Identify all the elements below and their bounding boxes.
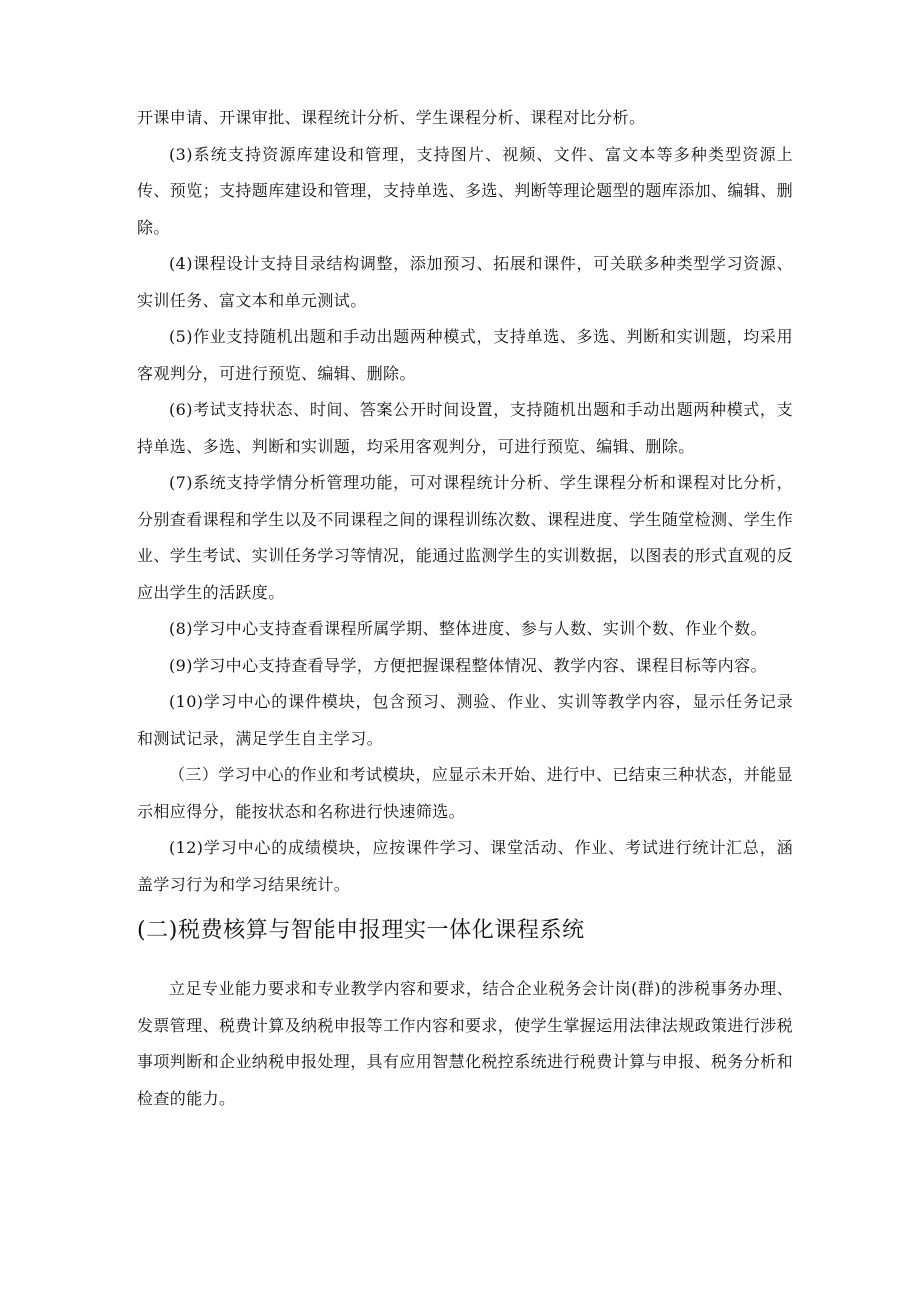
- list-item-7: (7)系统支持学情分析管理功能，可对课程统计分析、学生课程分析和课程对比分析，分别查看课程和学生以及不同课程之间的课程训练次数、课程进度、学生随堂检测、学生作业、学生考试、实训任务学习等情况，能通过监测学生的实训数据，以图表的形式直观的反应出学生的活跃度。: [137, 473, 794, 602]
- list-item-12: (12)学习中心的成绩模块，应按课件学习、课堂活动、作业、考试进行统计汇总，涵盖学习行为和学习结果统计。: [137, 838, 793, 894]
- list-item-5: (5)作业支持随机出题和手动出题两种模式，支持单选、多选、判断和实训题，均采用客观判分，可进行预览、编辑、删除。: [137, 327, 793, 383]
- list-item-10: (10)学习中心的课件模块，包含预习、测验、作业、实训等教学内容，显示任务记录和测试记录，满足学生自主学习。: [137, 692, 793, 748]
- document-body: [137, 100, 793, 1117]
- continued-paragraph: 开课申请、开课审批、课程统计分析、学生课程分析、课程对比分析。: [137, 108, 646, 127]
- section-paragraph: 立足专业能力要求和专业教学内容和要求，结合企业税务会计岗(群)的涉税事务办理、发票管理、税费计算及纳税申报等工作内容和要求，使学生掌握运用法律法规政策进行涉税事项判断和企业纳税申报处理，具有应用智慧化税控系统进行税费计算与申报、税务分析和检查的能力。: [137, 979, 794, 1108]
- list-item-8: (8)学习中心支持查看课程所属学期、整体进度、参与人数、实训个数、作业个数。: [169, 619, 767, 638]
- list-item-6: (6)考试支持状态、时间、答案公开时间设置，支持随机出题和手动出题两种模式，支持单选、多选、判断和实训题，均采用客观判分，可进行预览、编辑、删除。: [137, 400, 793, 456]
- list-item-11: （三）学习中心的作业和考试模块，应显示未开始、进行中、已结束三种状态，并能显示相应得分，能按状态和名称进行快速筛选。: [137, 765, 793, 821]
- list-item-3: (3)系统支持资源库建设和管理，支持图片、视频、文件、富文本等多种类型资源上传、预览；支持题库建设和管理，支持单选、多选、判断等理论题型的题库添加、编辑、删除。: [137, 144, 794, 237]
- list-item-4: (4)课程设计支持目录结构调整，添加预习、拓展和课件，可关联多种类型学习资源、实训任务、富文本和单元测试。: [137, 254, 793, 310]
- list-item-9: (9)学习中心支持查看导学，方便把握课程整体情况、教学内容、课程目标等内容。: [169, 655, 767, 675]
- section-heading: (二)税费核算与智能申报理实一体化课程系统: [137, 918, 585, 943]
